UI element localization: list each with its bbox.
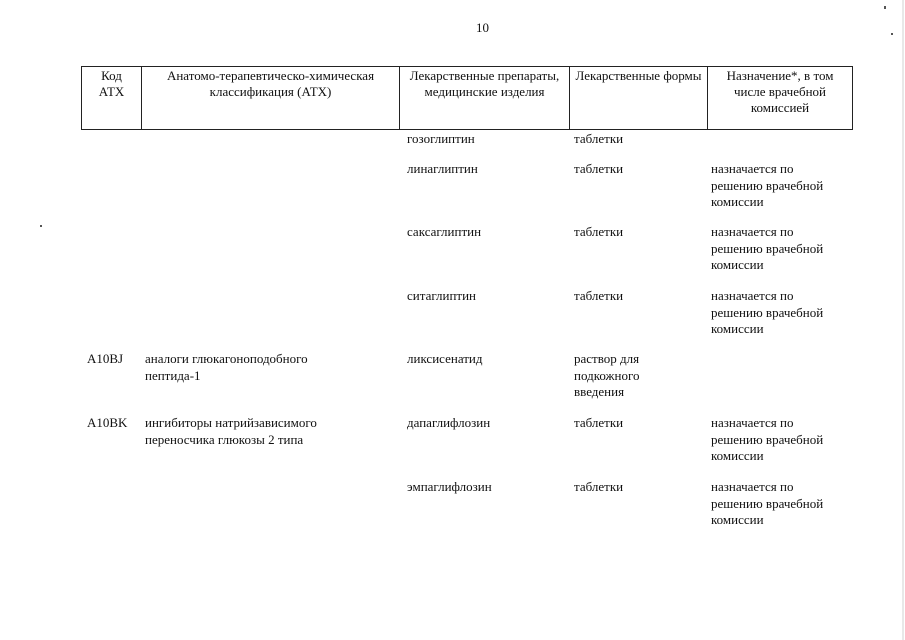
atc-code: A10BJ: [87, 351, 124, 366]
drug-form: таблетки: [574, 161, 624, 176]
header-code: Код АТХ: [82, 67, 142, 130]
atc-code: A10BK: [87, 415, 128, 430]
drug-name: ситаглиптин: [407, 288, 477, 303]
header-classification: Анатомо-терапевтическо-химическая классификация (АТХ): [142, 67, 400, 130]
scan-speck: [884, 6, 886, 9]
purpose-note: назначается по решению врачебной комиссии: [711, 161, 824, 209]
atc-classification: ингибиторы натрийзависимого переносчика глюкозы 2 типа: [145, 415, 317, 447]
drug-form: таблетки: [574, 224, 624, 239]
drug-form: таблетки: [574, 131, 624, 146]
purpose-note: назначается по решению врачебной комиссии: [711, 224, 824, 272]
drug-name: линаглиптин: [407, 161, 478, 176]
scan-edge-line: [902, 0, 904, 640]
drug-form: таблетки: [574, 288, 624, 303]
atc-classification: аналоги глюкагоноподобного пептида-1: [145, 351, 308, 383]
scan-speck: [891, 33, 893, 35]
drug-name: гозоглиптин: [407, 131, 475, 146]
page-number: 10: [476, 20, 489, 35]
header-drugs: Лекарственные препараты, медицинские изделия: [400, 67, 570, 130]
header-forms: Лекарственные формы: [570, 67, 708, 130]
drug-name: ликсисенатид: [407, 351, 483, 366]
purpose-note: назначается по решению врачебной комиссии: [711, 479, 824, 527]
drug-name: эмпаглифлозин: [407, 479, 492, 494]
drug-form: таблетки: [574, 479, 624, 494]
header-purpose: Назначение*, в том числе врачебной комиссией: [708, 67, 853, 130]
drug-form: раствор для подкожного введения: [574, 351, 640, 399]
drug-name: саксаглиптин: [407, 224, 482, 239]
drug-form: таблетки: [574, 415, 624, 430]
scan-speck: [40, 225, 42, 227]
purpose-note: назначается по решению врачебной комиссии: [711, 288, 824, 336]
drug-name: дапаглифлозин: [407, 415, 491, 430]
purpose-note: назначается по решению врачебной комиссии: [711, 415, 824, 463]
